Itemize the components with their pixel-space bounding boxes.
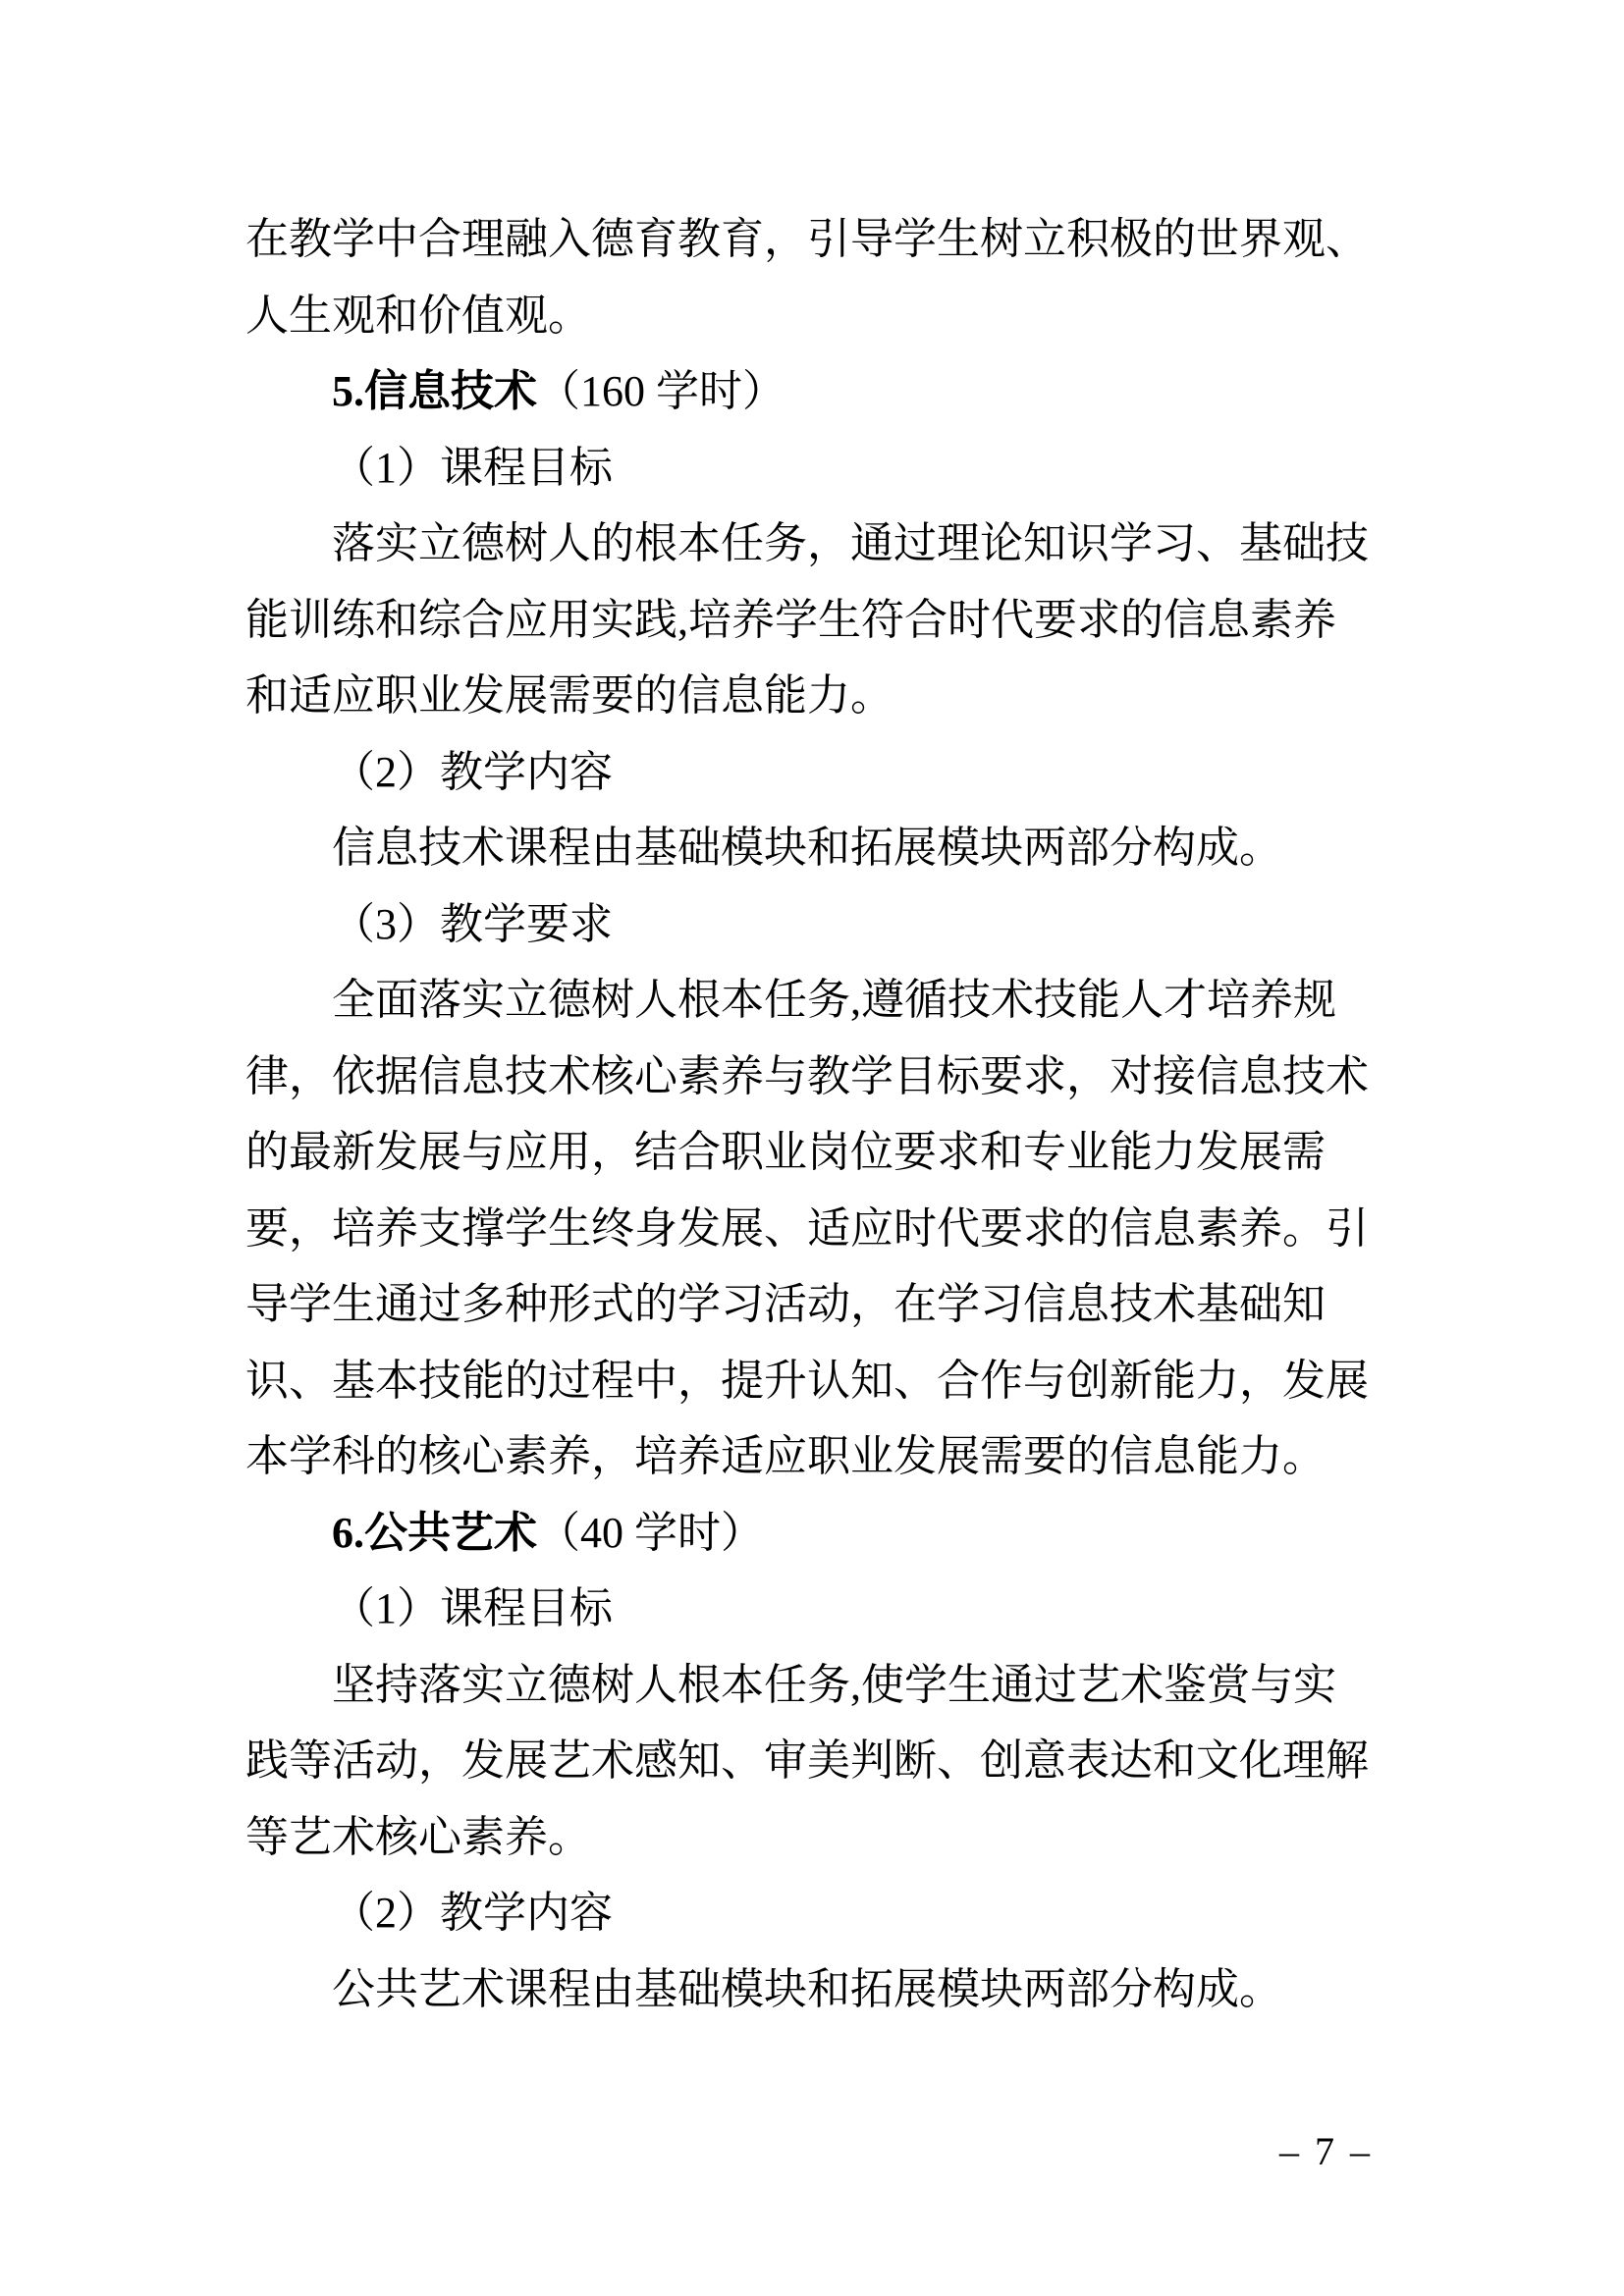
page-number: – 7 –	[1279, 2129, 1373, 2173]
section-6-hours: （40 学时）	[537, 1508, 764, 1557]
text-line: 人生观和价值观。	[245, 291, 591, 340]
text-line: 要，培养支撑学生终身发展、适应时代要求的信息素养。引	[245, 1203, 1369, 1253]
text-line: 律，依据信息技术核心素养与教学目标要求，对接信息技术	[245, 1051, 1369, 1100]
section-5-hours: （160 学时）	[537, 367, 785, 415]
text-line: 公共艺术课程由基础模块和拓展模块两部分构成。	[332, 1964, 1282, 2013]
text-line: 落实立德树人的根本任务，通过理论知识学习、基础技	[332, 519, 1369, 567]
text-line: 践等活动，发展艺术感知、审美判断、创意表达和文化理解	[245, 1736, 1369, 1785]
text-line: 在教学中合理融入德育教育，引导学生树立积极的世界观、	[245, 215, 1369, 263]
text-line: 导学生通过多种形式的学习活动，在学习信息技术基础知	[245, 1280, 1326, 1328]
body-text	[245, 201, 1375, 2027]
text-line: 坚持落实立德树人根本任务,使学生通过艺术鉴赏与实	[332, 1660, 1336, 1709]
subsection-heading: （2）教学内容	[332, 1889, 613, 1937]
text-line: 能训练和综合应用实践,培养学生符合时代要求的信息素养	[245, 595, 1336, 644]
subsection-heading: （1）课程目标	[332, 1584, 613, 1632]
text-line: 信息技术课程由基础模块和拓展模块两部分构成。	[332, 824, 1282, 872]
text-line: 全面落实立德树人根本任务,遵循技术技能人才培养规	[332, 976, 1336, 1024]
subsection-heading: （1）课程目标	[332, 443, 613, 492]
section-6-title: 6.公共艺术	[332, 1508, 537, 1557]
section-6-heading	[245, 1495, 1375, 1572]
text-line: 识、基本技能的过程中，提升认知、合作与创新能力，发展	[245, 1356, 1369, 1405]
section-5-heading	[245, 353, 1375, 430]
text-line: 本学科的核心素养，培养适应职业发展需要的信息能力。	[245, 1432, 1326, 1480]
text-line: 的最新发展与应用，结合职业岗位要求和专业能力发展需	[245, 1128, 1326, 1176]
text-line: 和适应职业发展需要的信息能力。	[245, 671, 893, 720]
section-5-title: 5.信息技术	[332, 367, 537, 415]
text-line: 等艺术核心素养。	[245, 1812, 591, 1861]
subsection-heading: （3）教学要求	[332, 899, 613, 948]
subsection-heading: （2）教学内容	[332, 747, 613, 796]
